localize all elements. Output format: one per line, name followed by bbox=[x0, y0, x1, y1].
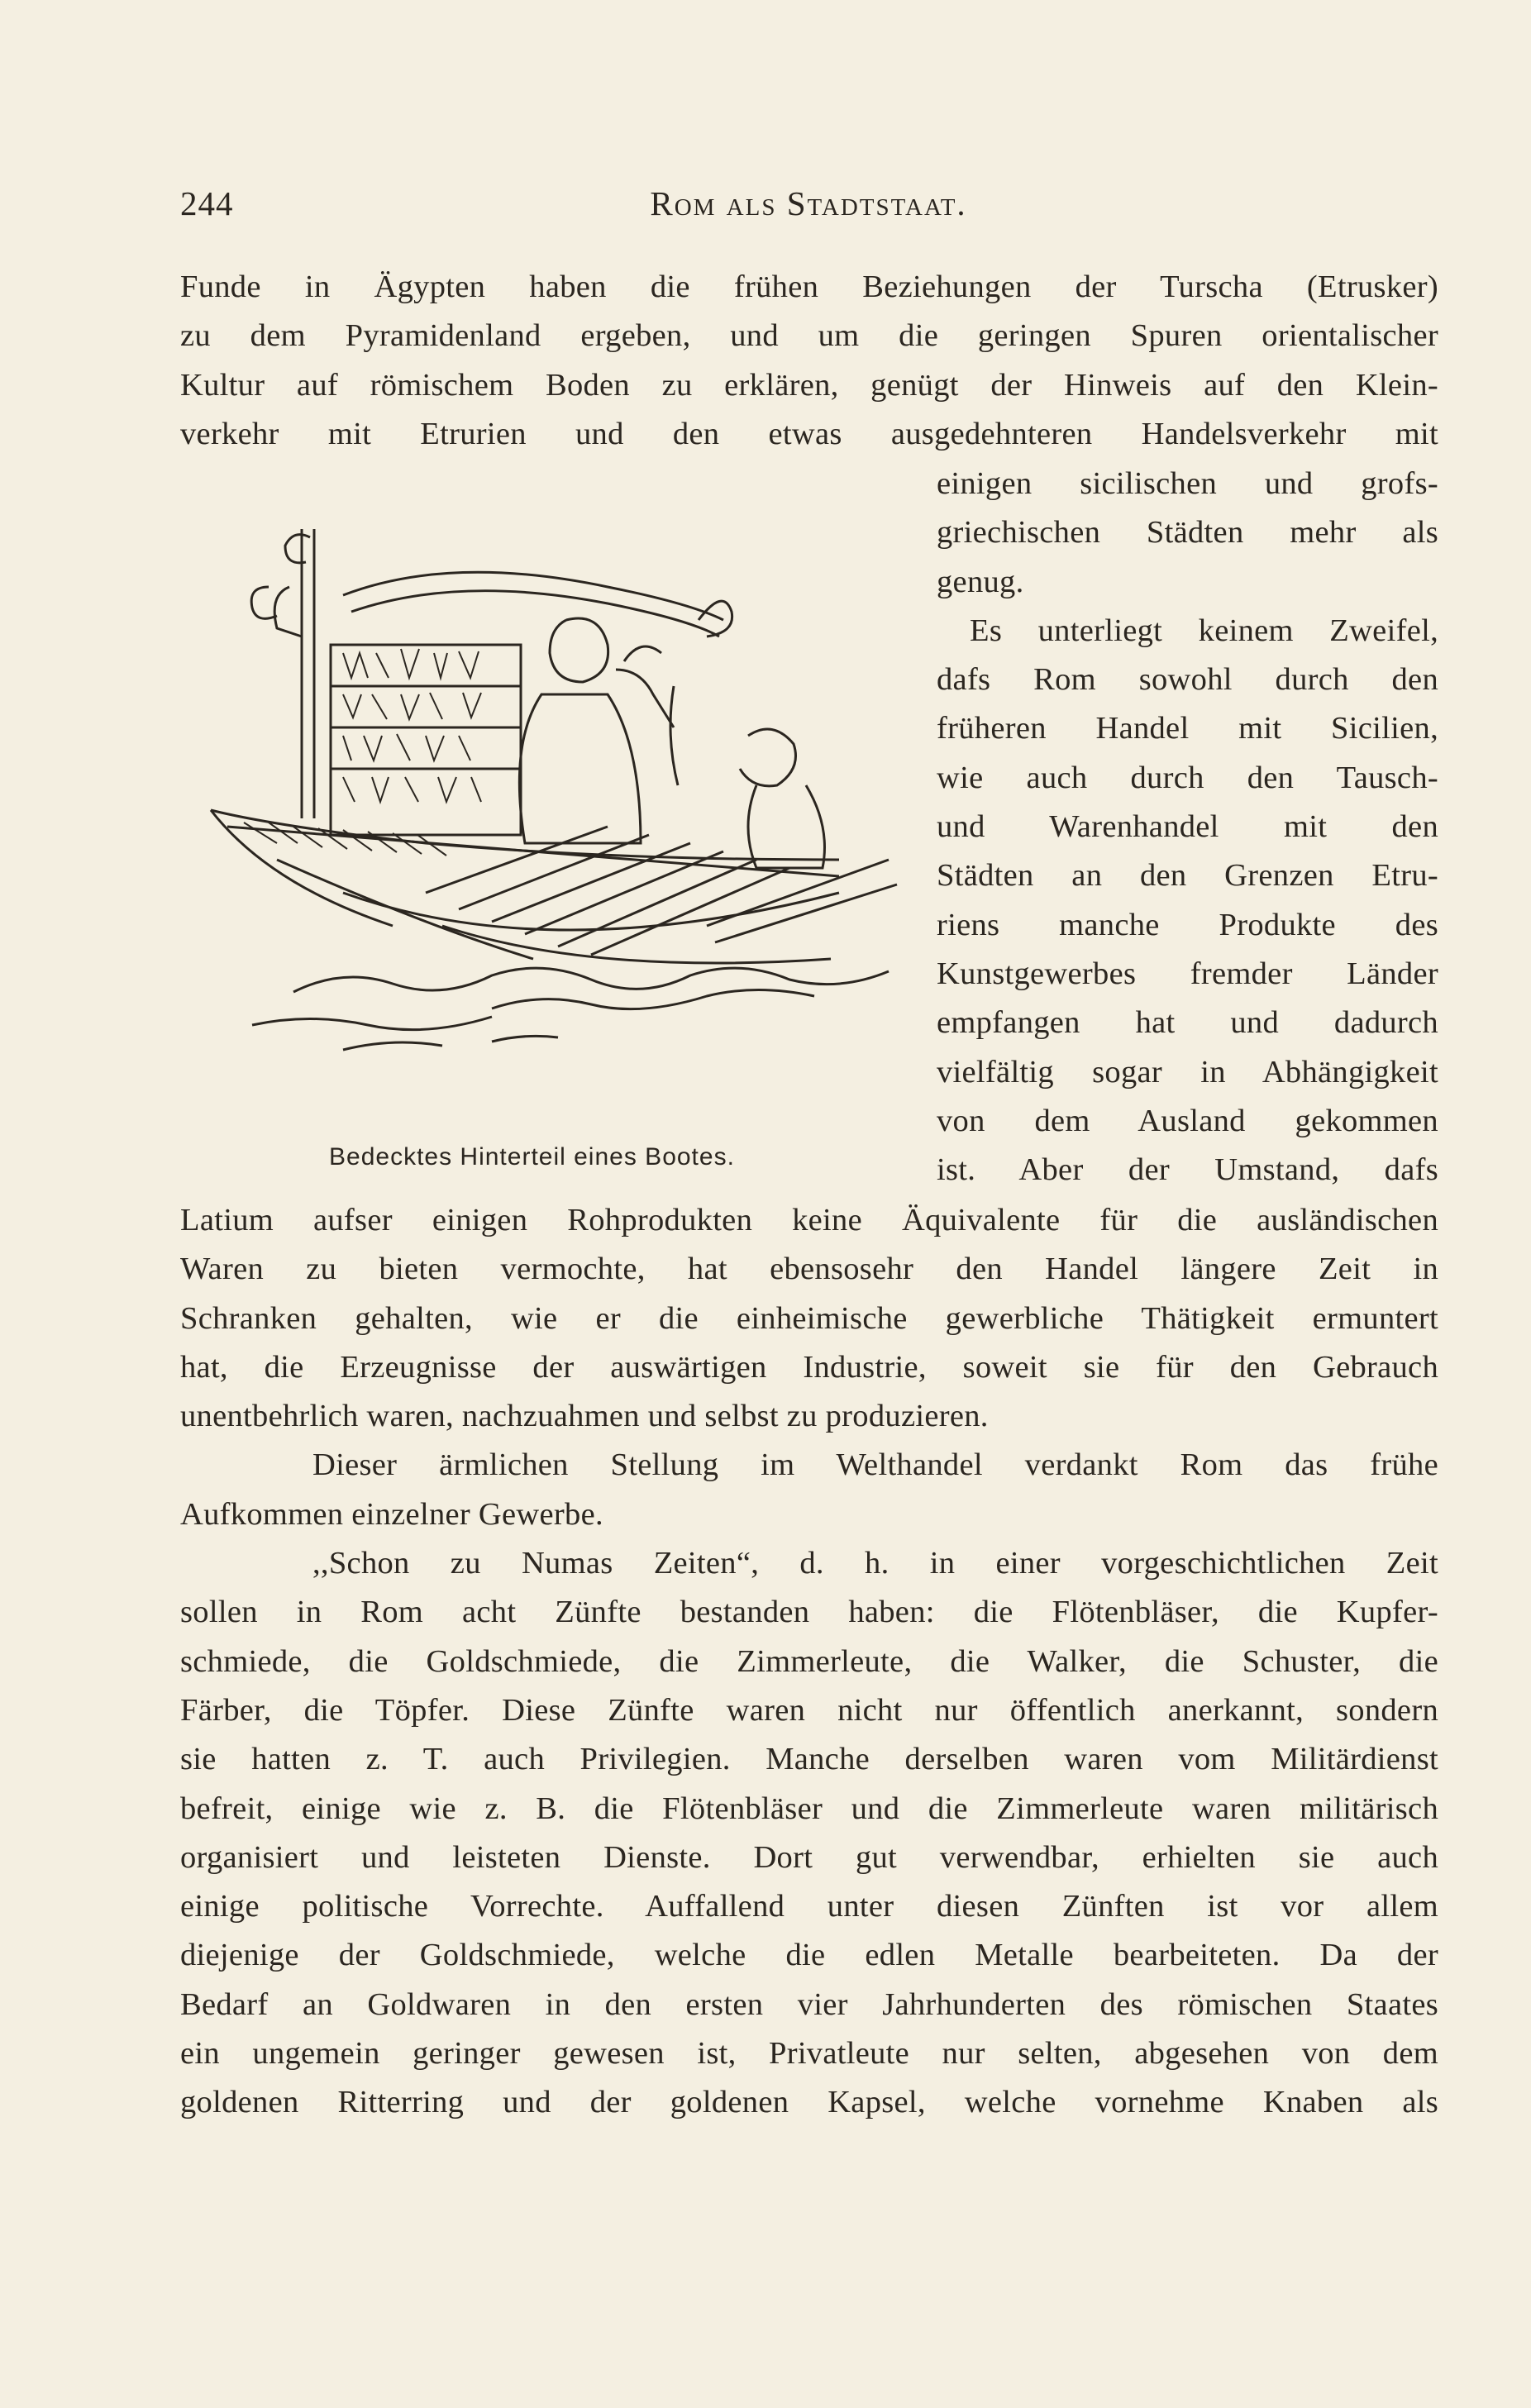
text-line: Schranken gehalten, wie er die einheimische gewerbliche Thätigkeit ermuntert bbox=[180, 1300, 1438, 1336]
text-line: riens manche Produkte des bbox=[937, 907, 1438, 942]
text-line: Bedarf an Goldwaren in den ersten vier Jahrhunderten des römischen Staates bbox=[180, 1986, 1438, 2022]
text-line: befreit, einige wie z. B. die Flötenbläser und die Zimmerleute waren militärisch bbox=[180, 1791, 1438, 1826]
running-title: Rom als Stadtstaat. bbox=[650, 184, 967, 222]
text-line: dafs Rom sowohl durch den bbox=[937, 662, 1438, 698]
paragraph-main bbox=[180, 1196, 1438, 2128]
text-line: Aufkommen einzelner Gewerbe. bbox=[180, 1496, 603, 1532]
text-line: unentbehrlich waren, nachzuahmen und selbst zu produzieren. bbox=[180, 1399, 989, 1434]
paragraph-intro bbox=[180, 263, 1438, 459]
text-line: Latium aufser einigen Rohprodukten keine Äquivalente für die ausländischen bbox=[180, 1203, 1438, 1237]
boat-engraving-image bbox=[178, 496, 922, 1141]
text-line: Kultur auf römischem Boden zu erklären, genügt der Hinweis auf den Klein- bbox=[180, 367, 1438, 403]
boat-illustration bbox=[178, 496, 922, 1141]
text-line: Es unterliegt keinem Zweifel, bbox=[970, 613, 1438, 648]
text-line: empfangen hat und dadurch bbox=[937, 1005, 1438, 1041]
text-line: einigen sicilischen und grofs- bbox=[937, 466, 1438, 501]
text-line: organisiert und leisteten Dienste. Dort gut verwendbar, erhielten sie auch bbox=[180, 1839, 1438, 1875]
paragraph-wrap bbox=[937, 460, 1438, 1194]
text-line: früheren Handel mit Sicilien, bbox=[937, 711, 1438, 746]
text-line: ,,Schon zu Numas Zeiten“, d. h. in einer vorgeschichtlichen Zeit bbox=[312, 1546, 1438, 1581]
text-line: sollen in Rom acht Zünfte bestanden haben: die Flötenbläser, die Kupfer- bbox=[180, 1595, 1438, 1630]
text-line: einige politische Vorrechte. Auffallend unter diesen Zünften ist vor allem bbox=[180, 1889, 1438, 1924]
text-line: und Warenhandel mit den bbox=[937, 809, 1438, 845]
text-line: vielfältig sogar in Abhängigkeit bbox=[937, 1054, 1438, 1090]
text-line: schmiede, die Goldschmiede, die Zimmerleute, die Walker, die Schuster, die bbox=[180, 1643, 1438, 1679]
text-line: sie hatten z. T. auch Privilegien. Manche derselben waren vom Militärdienst bbox=[180, 1742, 1438, 1777]
text-line: ist. Aber der Umstand, dafs bbox=[937, 1152, 1438, 1188]
text-line: diejenige der Goldschmiede, welche die edlen Metalle bearbeiteten. Da der bbox=[180, 1938, 1438, 1973]
text-line: verkehr mit Etrurien und den etwas ausgedehnteren Handelsverkehr mit bbox=[180, 416, 1438, 451]
text-line: Färber, die Töpfer. Diese Zünfte waren nicht nur öffentlich anerkannt, sondern bbox=[180, 1692, 1438, 1728]
text-line: Waren zu bieten vermochte, hat ebensosehr den Handel längere Zeit in bbox=[180, 1252, 1438, 1287]
text-line: zu dem Pyramidenland ergeben, und um die geringen Spuren orientalischer bbox=[180, 318, 1438, 354]
text-line: von dem Ausland gekommen bbox=[937, 1103, 1438, 1138]
text-line: hat, die Erzeugnisse der auswärtigen Industrie, soweit sie für den Gebrauch bbox=[180, 1349, 1438, 1385]
page-header bbox=[180, 184, 1437, 233]
figure-caption: Bedecktes Hinterteil eines Bootes. bbox=[329, 1143, 735, 1171]
text-line: ein ungemein geringer gewesen ist, Privatleute nur selten, abgesehen von dem bbox=[180, 2036, 1438, 2072]
text-line: Kunstgewerbes fremder Länder bbox=[937, 956, 1438, 991]
page-number: 244 bbox=[180, 184, 234, 222]
text-line: griechischen Städten mehr als bbox=[937, 515, 1438, 551]
text-line: Funde in Ägypten haben die frühen Beziehungen der Turscha (Etrusker) bbox=[180, 269, 1438, 304]
text-line: Städten an den Grenzen Etru- bbox=[937, 858, 1438, 894]
text-line: goldenen Ritterring und der goldenen Kapsel, welche vornehme Knaben als bbox=[180, 2085, 1438, 2120]
text-line: genug. bbox=[937, 564, 1024, 599]
text-line: wie auch durch den Tausch- bbox=[937, 760, 1438, 795]
text-line: Dieser ärmlichen Stellung im Welthandel verdankt Rom das frühe bbox=[312, 1447, 1438, 1483]
